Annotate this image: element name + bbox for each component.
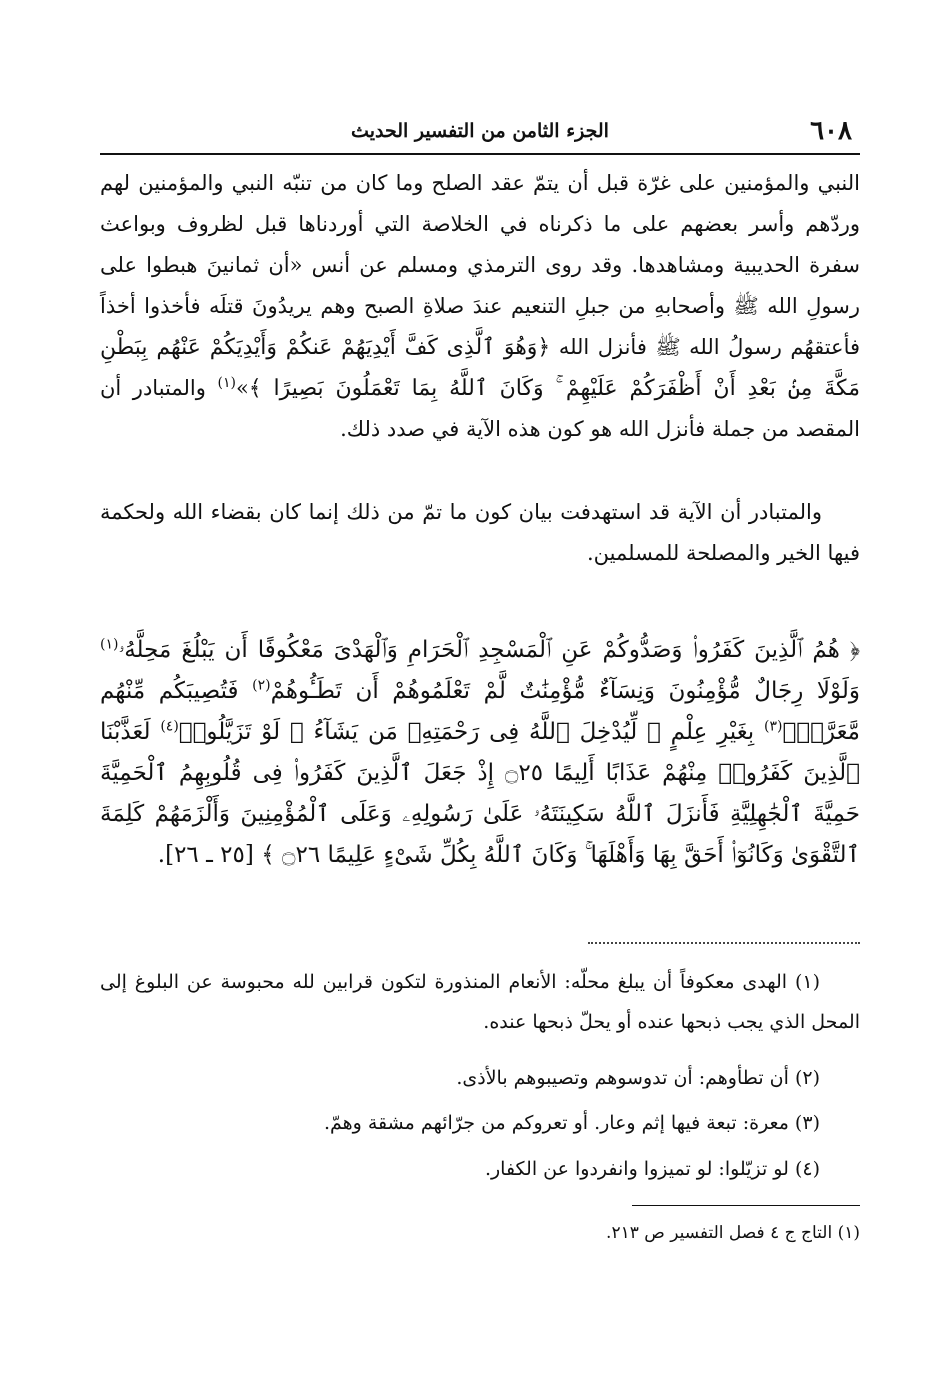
quran-quote: ﴿وَهُوَ ٱلَّذِى كَفَّ أَيْدِيَهُمْ عَنكُمْ وَأَيْدِيَكُمْ عَنْهُم بِبَطْنِ مَكَّةَ مِنۢ بَعْدِ أَنْ أَظْفَرَكُمْ عَلَيْهِمْ ۚ وَكَانَ ٱللَّهُ بِمَا تَعْمَلُونَ بَصِيرًا ﴾ (100, 335, 860, 401)
word-note-1-text: (١) الهدى معكوفاً أن يبلغ محلّه: الأنعام المنذورة لتكون قرابين لله محبوسة عن البلوغ إلى المحل الذي يجب ذبحها عنده أو يحلّ ذبحها عنده. (100, 971, 860, 1033)
page-header (100, 112, 860, 152)
verse-part-1: ﴿ هُمُ ٱلَّذِينَ كَفَرُوا۟ وَصَدُّوكُمْ عَنِ ٱلْمَسْجِدِ ٱلْحَرَامِ وَٱلْهَدْىَ مَعْكُوفًا أَن يَبْلُغَ مَحِلَّهُۥ (118, 637, 860, 663)
word-note-1 (100, 962, 860, 1042)
word-note-4-text: (٤) لو تزيّلوا: لو تميزوا وانفردوا عن الكفار. (484, 1158, 820, 1180)
word-note-3 (100, 1103, 860, 1143)
verse-part-3: فَتُصِيبَكُم مِّنْهُم مَّعَرَّةٌۢ (100, 678, 860, 745)
verse-note-ref-1: (١) (100, 636, 119, 653)
paragraph-2-text: والمتبادر أن الآية قد استهدفت بيان كون ما تمّ من ذلك إنما كان بقضاء الله ولحكمة فيها الخير والمصلحة للمسلمين. (100, 500, 860, 565)
body-paragraph-2 (100, 492, 860, 574)
footnote-rule (632, 1205, 860, 1206)
verse-note-ref-4: (٤) (160, 718, 179, 735)
footnote-reference: (١) (217, 375, 236, 391)
notes-separator (588, 942, 860, 944)
word-note-4 (100, 1149, 860, 1189)
running-title: الجزء الثامن من التفسير الحديث (351, 120, 609, 142)
verse-range: [٢٥ ـ ٢٦]. (157, 842, 254, 868)
body-paragraph-1 (100, 163, 860, 450)
word-note-2-text: (٢) أن تطأوهم: أن تدوسوهم وتصيبوهم بالأذى. (456, 1067, 820, 1089)
word-note-3-text: (٣) معرة: تبعة فيها إثم وعار. أو تعروكم من جرّائهم مشقة وهمّ. (323, 1112, 820, 1134)
header-rule (100, 153, 860, 155)
intro-text: النبي والمؤمنين على غرّة قبل أن يتمّ عقد الصلح وما كان من تنبّه النبي والمؤمنين لهم وردّهم وأسر بعضهم على ما ذكرناه في الخلاصة التي أوردناها قبل لظروف وبواعث سفرة الحديبية ومشاهدها. وقد روى الترمذي ومسلم عن أنس «أن ثمانينَ هبطوا على رسولِ الله ﷺ وأصحابهِ من جبلِ التنعيم عندَ صلاةِ الصبح وهم يريدُونَ قتلَه فأخذوا أخذاً فأعتقهُم رسولُ الله ﷺ فأنزل الله (100, 171, 860, 359)
verse-part-4: بِغَيْرِ عِلْمٍ ۖ لِّيُدْخِلَ ٱللَّهُ فِى رَحْمَتِهِۦ مَن يَشَآءُ ۚ لَوْ تَزَيَّلُوا۟ (178, 719, 755, 745)
word-note-2 (100, 1058, 860, 1098)
verse-note-ref-2: (٢) (252, 677, 271, 694)
page-number: ٦٠٨ (810, 116, 852, 146)
page-footnote (100, 1218, 860, 1248)
conclusion-text: والمتبادر أن المقصد من جملة فأنزل الله هو كون هذه الآية في صدد ذلك. (100, 376, 860, 441)
quote-close: » (235, 376, 249, 400)
verse-part-2: وَلَوْلَا رِجَالٌ مُّؤْمِنُونَ وَنِسَآءٌ مُّؤْمِنَٰتٌ لَّمْ تَعْلَمُوهُمْ أَن تَطَـُٔوهُمْ (270, 678, 861, 704)
verse-note-ref-3: (٣) (764, 718, 783, 735)
verse-part-5: لَعَذَّبْنَا ٱلَّذِينَ كَفَرُوا۟ مِنْهُمْ عَذَابًا أَلِيمًا ۝٢٥ إِذْ جَعَلَ ٱلَّذِينَ كَفَرُوا۟ فِى قُلُوبِهِمُ ٱلْحَمِيَّةَ حَمِيَّةَ ٱلْجَٰهِلِيَّةِ فَأَنزَلَ ٱللَّهُ سَكِينَتَهُۥ عَلَىٰ رَسُولِهِۦ وَعَلَى ٱلْمُؤْمِنِينَ وَأَلْزَمَهُمْ كَلِمَةَ ٱلتَّقْوَىٰ وَكَانُوٓا۟ أَحَقَّ بِهَا وَأَهْلَهَا ۚ وَكَانَ ٱللَّهُ بِكُلِّ شَىْءٍ عَلِيمًا ۝٢٦ ﴾ (100, 719, 860, 868)
quran-verse-block (100, 630, 860, 876)
footnote-text: (١) التاج ج ٤ فصل التفسير ص ٢١٣. (606, 1223, 860, 1243)
